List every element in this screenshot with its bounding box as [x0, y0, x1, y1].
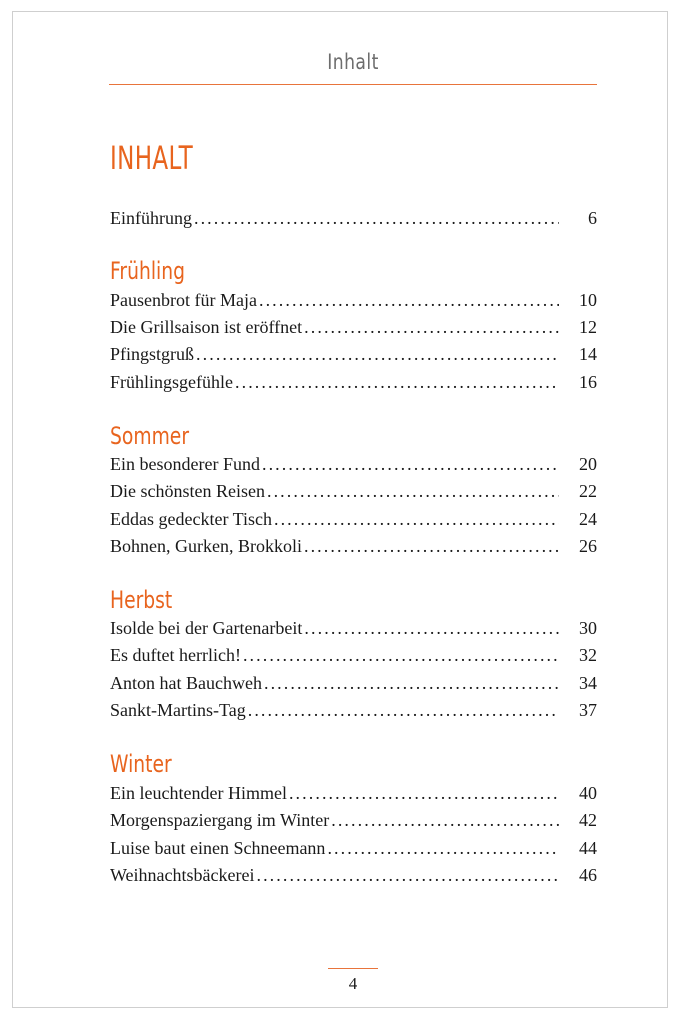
entry-page-number: 24 — [579, 509, 597, 529]
entry-page-number: 12 — [579, 317, 597, 337]
entry-page-number: 10 — [579, 290, 597, 310]
entry-title: Bohnen, Gurken, Brokkoli — [110, 536, 302, 556]
entry-title: Isolde bei der Gartenarbeit — [110, 618, 303, 638]
entry-page-number: 37 — [579, 700, 597, 720]
entry-title: Ein leuchtender Himmel — [110, 783, 287, 803]
entry-title: Weihnachtsbäckerei — [110, 865, 255, 885]
dot-leader — [331, 810, 559, 831]
toc-entry[interactable] — [110, 810, 597, 836]
toc-entry[interactable] — [110, 838, 597, 864]
toc-entry[interactable] — [110, 509, 597, 535]
dot-leader — [264, 673, 559, 694]
entry-title: Frühlingsgefühle — [110, 372, 233, 392]
toc-entry[interactable] — [110, 536, 597, 562]
dot-leader — [262, 454, 559, 475]
page-number: 4 — [348, 974, 358, 993]
dot-leader — [274, 509, 559, 530]
toc-entry[interactable] — [110, 783, 597, 809]
section-heading-herbst: Herbst — [110, 586, 173, 614]
toc-entry[interactable] — [110, 344, 597, 370]
dot-leader — [243, 645, 559, 666]
header-rule — [109, 84, 597, 85]
dot-leader — [256, 865, 559, 886]
entry-page-number: 16 — [579, 372, 597, 392]
entry-page-number: 20 — [579, 454, 597, 474]
running-head: Inhalt — [327, 50, 379, 74]
toc-entry[interactable] — [110, 290, 597, 316]
dot-leader — [267, 481, 559, 502]
entry-title: Die schönsten Reisen — [110, 481, 265, 501]
page — [12, 11, 668, 1008]
dot-leader — [248, 700, 559, 721]
section-heading-winter: Winter — [110, 750, 172, 778]
entry-title: Einführung — [110, 208, 192, 228]
footer-rule — [328, 968, 378, 969]
entry-page-number: 34 — [579, 673, 597, 693]
dot-leader — [304, 317, 559, 338]
entry-page-number: 22 — [579, 481, 597, 501]
dot-leader — [327, 838, 559, 859]
entry-title: Pausenbrot für Maja — [110, 290, 257, 310]
entry-page-number: 44 — [579, 838, 597, 858]
entry-page-number: 6 — [588, 208, 597, 228]
toc-entry[interactable] — [110, 618, 597, 644]
entry-page-number: 32 — [579, 645, 597, 665]
toc-entry-intro[interactable] — [110, 208, 597, 234]
dot-leader — [304, 536, 559, 557]
section-heading-sommer: Sommer — [110, 422, 190, 450]
toc-entry[interactable] — [110, 372, 597, 398]
entry-title: Luise baut einen Schneemann — [110, 838, 326, 858]
toc-entry[interactable] — [110, 454, 597, 480]
entry-page-number: 14 — [579, 344, 597, 364]
entry-title: Eddas gedeckter Tisch — [110, 509, 272, 529]
dot-leader — [304, 618, 559, 639]
entry-title: Es duftet herrlich! — [110, 645, 241, 665]
entry-page-number: 30 — [579, 618, 597, 638]
toc-entry[interactable] — [110, 700, 597, 726]
entry-title: Die Grillsaison ist eröffnet — [110, 317, 303, 337]
dot-leader — [196, 344, 559, 365]
toc-entry[interactable] — [110, 481, 597, 507]
entry-page-number: 46 — [579, 865, 597, 885]
toc-entry[interactable] — [110, 317, 597, 343]
entry-title: Morgenspaziergang im Winter — [110, 810, 330, 830]
entry-title: Pfingstgruß — [110, 344, 195, 364]
toc-entry[interactable] — [110, 673, 597, 699]
section-heading-fruehling: Frühling — [110, 257, 185, 285]
entry-page-number: 26 — [579, 536, 597, 556]
toc-title: INHALT — [110, 139, 194, 177]
entry-page-number: 42 — [579, 810, 597, 830]
dot-leader — [235, 372, 559, 393]
toc-entry[interactable] — [110, 645, 597, 671]
dot-leader — [289, 783, 559, 804]
entry-title: Ein besonderer Fund — [110, 454, 260, 474]
dot-leader — [259, 290, 559, 311]
entry-page-number: 40 — [579, 783, 597, 803]
entry-title: Anton hat Bauchweh — [110, 673, 262, 693]
entry-title: Sankt-Martins-Tag — [110, 700, 246, 720]
toc-entry[interactable] — [110, 865, 597, 891]
dot-leader — [194, 208, 559, 229]
